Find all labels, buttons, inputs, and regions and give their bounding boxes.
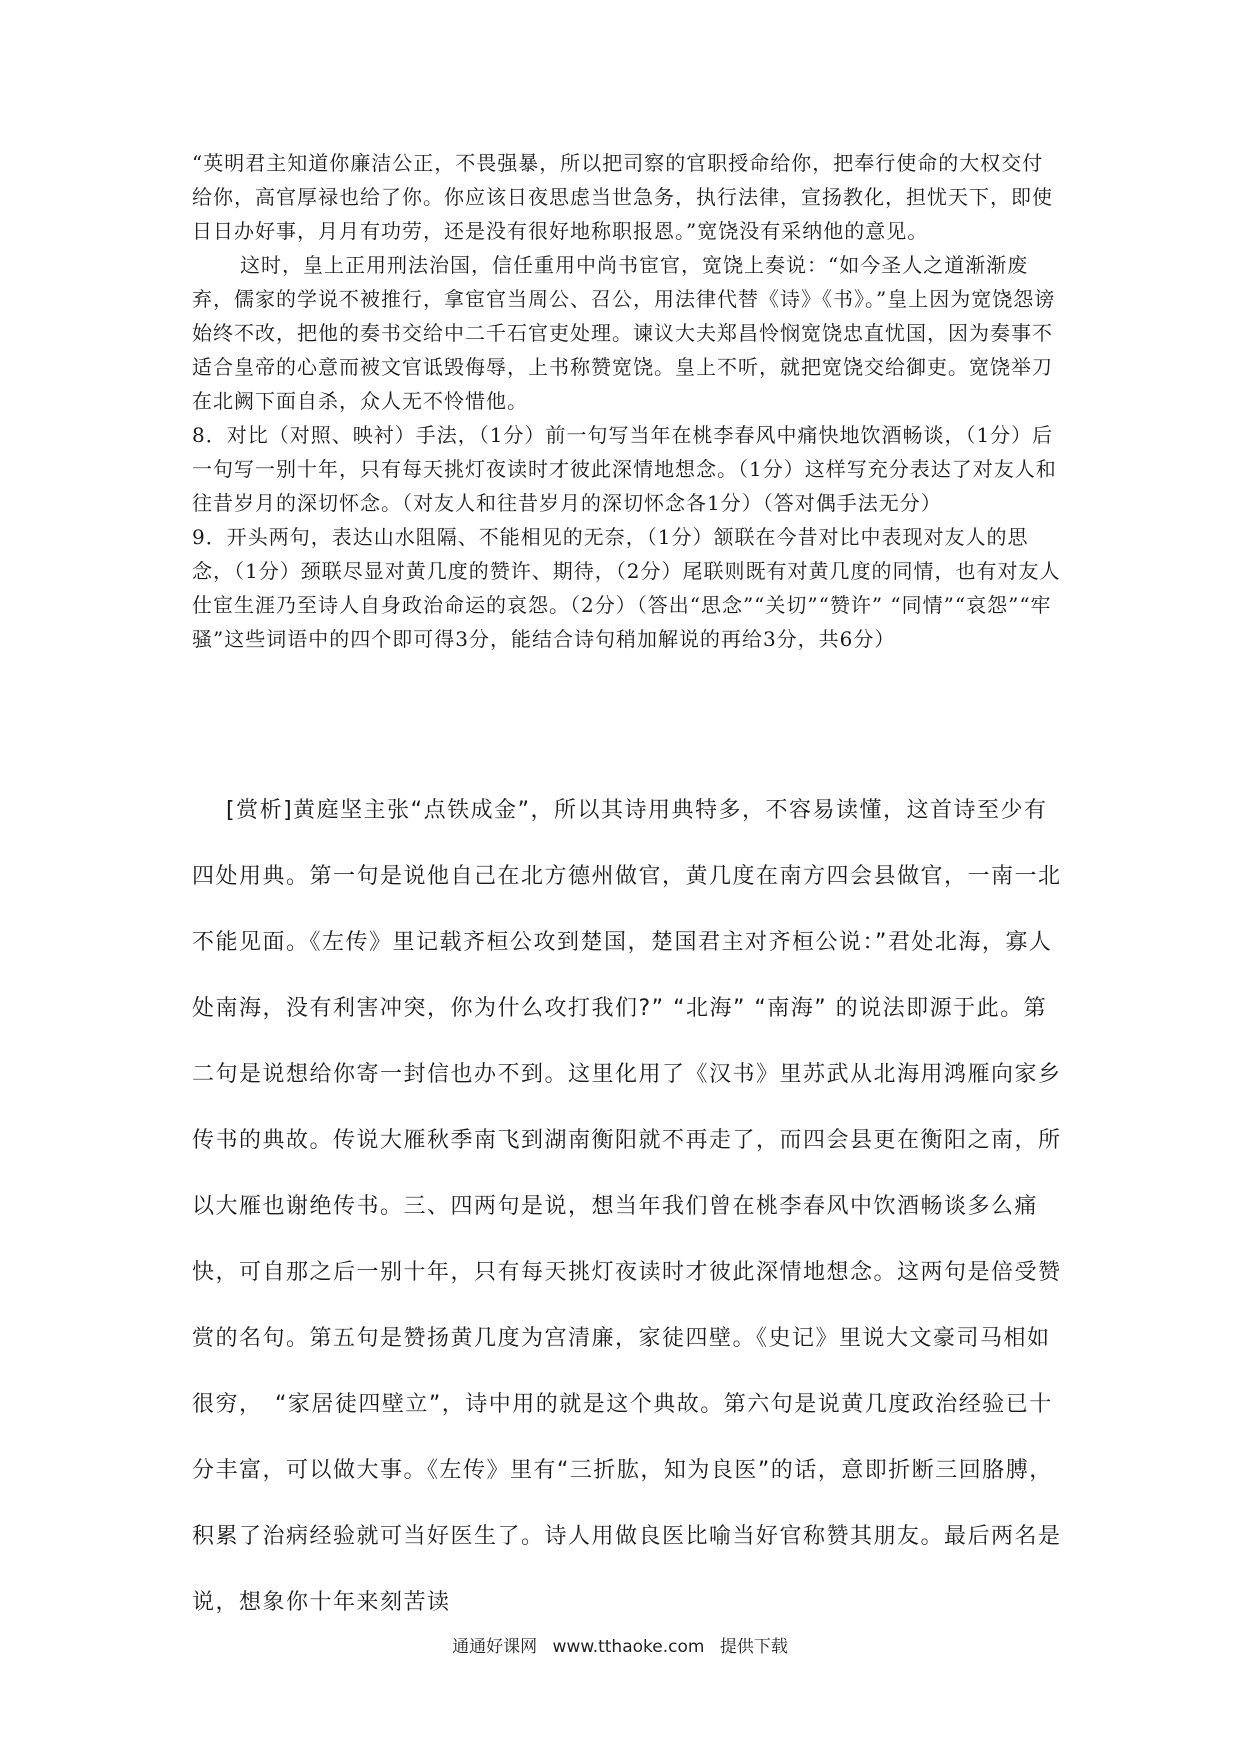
poem-analysis-text: [赏析]黄庭坚主张“点铁成金”，所以其诗用典特多，不容易读懂，这首诗至少有四处用典。第一句是说他自己在北方德州做官，黄几度在南方四会县做官，一南一北不能见面。《左传》里记载齐桓公攻到楚国，楚国君主对齐桓公说：”君处北海，寡人处南海，没有利害冲突，你为什么攻打我们?” “北海” “南海” 的说法即源于此。第二句是说想给你寄一封信也办不到。这里化用了《汉书》里苏武从北海用鸿雁向家乡传书的典故。传说大雁秋季南飞到湖南衡阳就不再走了，而四会县更在衡阳之南，所以大雁也谢绝传书。三、四两句是说，想当年我们曾在桃李春风中饮酒畅谈多么痛快，可自那之后一别十年，只有每天挑灯夜读时才彼此深情地想念。这两句是倍受赞赏的名句。第五句是赞扬黄几度为宫清廉，家徒四壁。《史记》里说大文豪司马相如很穷， “家居徒四壁立”，诗中用的就是这个典故。第六句是说黄几度政治经验已十分丰富，可以做大事。《左传》里有“三折肱，知为良医”的话，意即折断三回胳膊，积累了治病经验就可当好医生了。诗人用做良医比喻当好官称赞其朋友。最后两名是说，想象你十年来刻苦读 bbox=[192, 798, 1062, 1615]
translation-paragraph-2: 这时，皇上正用刑法治国，信任重用中尚书宦官，宽饶上奏说：“如今圣人之道渐渐废弃，儒家的学说不被推行，拿宦官当周公、召公，用法律代替《诗》《书》。”皇上因为宽饶怨谤始终不改，把他的奏书交给中二千石官吏处理。谏议大夫郑昌怜悯宽饶忠直忧国，因为奏事不适合皇帝的心意而被文官诋毁侮辱，上书称赞宽饶。皇上不听，就把宽饶交给御吏。宽饶举刀在北阙下面自杀，众人无不怜惜他。 bbox=[192, 253, 1056, 413]
poem-analysis-section bbox=[192, 778, 1064, 1636]
answer-question-9: 9．开头两句，表达山水阻隔、不能相见的无奈，（1分）颔联在今昔对比中表现对友人的思念，（1分）颈联尽显对黄几度的赞许、期待，（2分）尾联则既有对黄几度的同情，也有对友人仕宦生涯乃至诗人自身政治命运的哀怨。（2分）（答出“思念”“关切”“赞许” “同情”“哀怨”“牢骚”这些词语中的四个即可得3分，能结合诗句稍加解说的再给3分，共6分） bbox=[192, 525, 1061, 651]
page-footer bbox=[0, 1632, 1240, 1657]
translation-paragraph-1: “英明君主知道你廉洁公正，不畏强暴，所以把司察的官职授命给你，把奉行使命的大权交付给你，高官厚禄也给了你。你应该日夜思虑当世急务，执行法律，宣扬教化，担忧天下，即使日日办好事，月月有功劳，还是没有很好地称职报恩。”宽饶没有采纳他的意见。 bbox=[192, 151, 1053, 243]
footer-site-url[interactable]: www.tthaoke.com bbox=[552, 1637, 705, 1657]
footer-site-name: 通通好课网 bbox=[452, 1637, 538, 1657]
answer-section bbox=[192, 146, 1062, 656]
answer-question-8: 8．对比（对照、映衬）手法，（1分）前一句写当年在桃李春风中痛快地饮酒畅谈，（1分）后一句写一别十年，只有每天挑灯夜读时才彼此深情地想念。（1分）这样写充分表达了对友人和往昔岁月的深切怀念。（对友人和往昔岁月的深切怀念各1分）（答对偶手法无分） bbox=[192, 423, 1057, 515]
footer-suffix: 提供下载 bbox=[719, 1637, 788, 1657]
